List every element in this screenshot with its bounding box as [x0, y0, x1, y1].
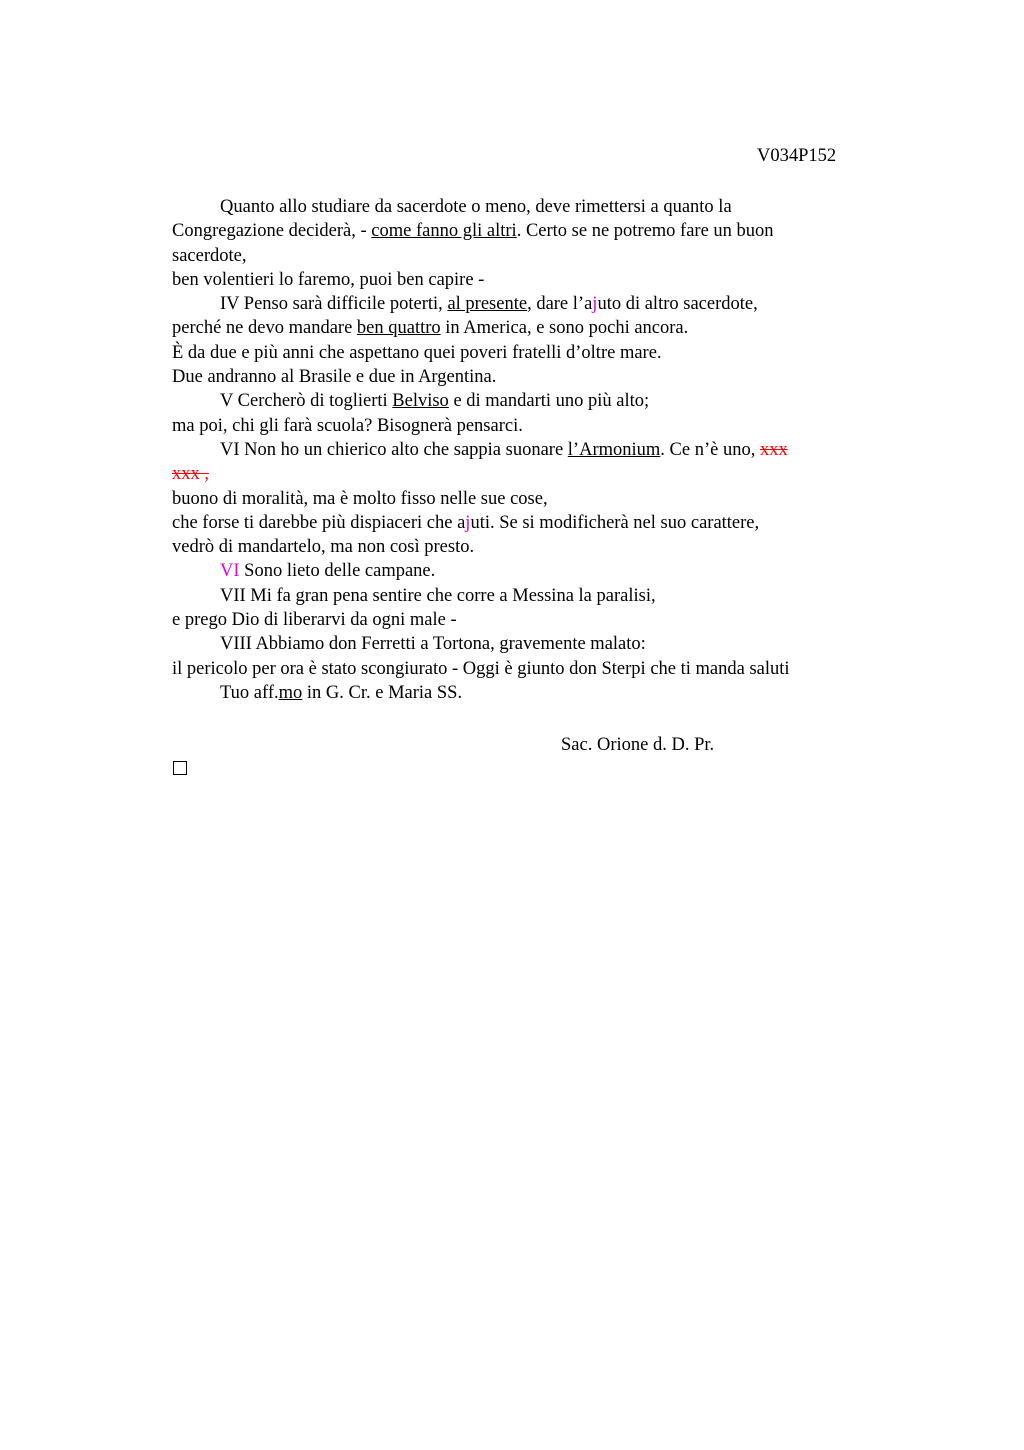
- paragraph-line: [172, 389, 872, 413]
- underlined-text: Belviso: [392, 391, 449, 412]
- paragraph-line: [172, 535, 872, 559]
- text: Quanto allo studiare da sacerdote o meno, deve rimettersi a quanto la: [220, 197, 732, 217]
- document-reference-code: V034P152: [757, 146, 837, 166]
- paragraph-line: [172, 584, 872, 608]
- text: in America, e sono pochi ancora.: [440, 318, 689, 339]
- text: sacerdote,: [172, 245, 247, 266]
- text: ma poi, chi gli farà scuola? Bisognerà pensarci.: [172, 415, 523, 436]
- underlined-text: mo: [278, 682, 303, 703]
- deleted-text: xxx: [759, 439, 788, 460]
- text: Tuo aff.: [220, 682, 279, 703]
- paragraph-line: [172, 632, 872, 656]
- paragraph-line: [172, 292, 872, 316]
- paragraph-line: [172, 244, 872, 268]
- text: vedrò di mandartelo, ma non così presto.: [172, 537, 475, 558]
- text: in G. Cr. e Maria SS.: [302, 682, 463, 703]
- underlined-text: ben quattro: [356, 318, 441, 339]
- text: Sono lieto delle campane.: [239, 561, 436, 582]
- text: VI Non ho un chierico alto che sappia suonare: [220, 439, 568, 460]
- paragraph-line: [172, 316, 872, 340]
- signature: Sac. Orione d. D. Pr.: [561, 735, 715, 755]
- text: buono di moralità, ma è molto fisso nelle sue cose,: [172, 488, 548, 509]
- underlined-text: al presente: [447, 294, 528, 315]
- deleted-text: xxx ,: [172, 464, 209, 485]
- text: . Ce n’è uno,: [660, 439, 760, 460]
- underlined-text: l’Armonium: [567, 439, 661, 460]
- text: ben volentieri lo faremo, puoi ben capire -: [172, 269, 485, 290]
- text: È da due e più anni che aspettano quei poveri fratelli d’oltre mare.: [172, 342, 662, 363]
- text: . Certo se ne potremo fare un buon: [516, 221, 774, 242]
- paragraph-line: [172, 487, 872, 511]
- paragraph-line: [172, 608, 872, 632]
- paragraph-line: [172, 365, 872, 389]
- inserted-letter: j: [465, 512, 471, 533]
- paragraph-line: [172, 414, 872, 438]
- inserted-letter: j: [592, 294, 598, 315]
- text: che forse ti darebbe più dispiaceri che a: [172, 512, 466, 533]
- text: VII Mi fa gran pena sentire che corre a Messina la paralisi,: [220, 585, 656, 606]
- text: perché ne devo mandare: [172, 318, 357, 339]
- inserted-numeral: VI: [220, 561, 240, 582]
- paragraph-line: [172, 219, 872, 243]
- paragraph-line: [172, 559, 872, 583]
- text: VIII Abbiamo don Ferretti a Tortona, gravemente malato:: [220, 634, 646, 655]
- underlined-text: come fanno gli altri: [371, 221, 517, 242]
- text: Due andranno al Brasile e due in Argentina.: [172, 367, 497, 388]
- paragraph-line: [172, 268, 872, 292]
- paragraph-line: [172, 195, 872, 219]
- square-marker-icon: [173, 761, 187, 775]
- paragraph-line: [172, 462, 872, 486]
- text: e di mandarti uno più alto;: [448, 391, 650, 412]
- closing-line: [172, 681, 872, 705]
- paragraph-line: [172, 657, 872, 681]
- text: IV Penso sarà difficile poterti,: [220, 294, 448, 315]
- paragraph-line: [172, 511, 872, 535]
- letter-body: [172, 195, 872, 705]
- paragraph-line: [172, 438, 872, 462]
- text: V Cercherò di toglierti: [220, 391, 393, 412]
- text: Congregazione deciderà, -: [172, 221, 372, 242]
- text: , dare l’a: [527, 294, 593, 315]
- text: uto di altro sacerdote,: [597, 294, 758, 315]
- text: il pericolo per ora è stato scongiurato - Oggi è giunto don Sterpi che ti manda saluti: [172, 658, 790, 679]
- text: uti. Se si modificherà nel suo carattere,: [470, 512, 760, 533]
- text: e prego Dio di liberarvi da ogni male -: [172, 610, 457, 631]
- paragraph-line: [172, 341, 872, 365]
